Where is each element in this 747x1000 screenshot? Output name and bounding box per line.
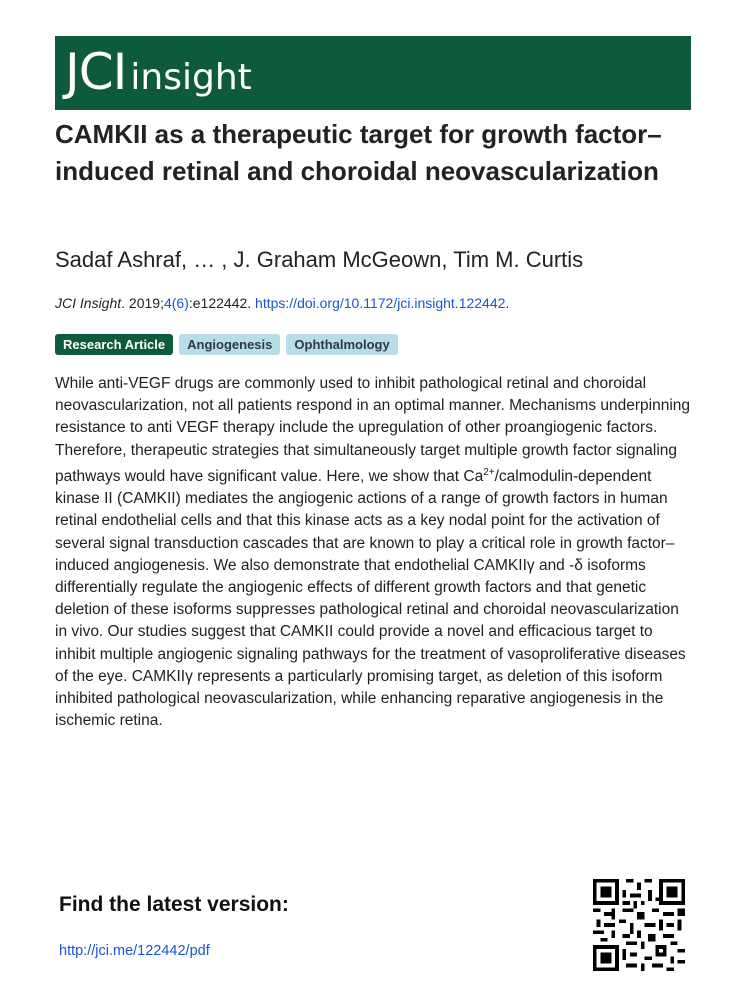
abstract [55, 373, 695, 732]
abstract-part-2: /calmodulin-dependent kinase II (CAMKII) mediates the angiogenic actions of a range of growth factors in human retinal endothelial cells and that this kinase acts as a key nodal point for the activation of several signal transduction cascades that are known to play a critical role in growth factor–induced angiogenesis. We also demonstrate that endothelial CAMKIIγ and -δ isoforms differentially regulate the angiogenic effects of different growth factors and that genetic deletion of these isoforms suppresses pathological retinal and choroidal neovascularization in vivo. Our studies suggest that CAMKII could provide a novel and efficacious target to inhibit multiple angiogenic signaling pathways for the treatment of vasoproliferative diseases of the eye. CAMKIIγ represents a particularly promising target, as deletion of this isoform inhibited pathological neovascularization, while enhancing reparative angiogenesis in the ischemic retina. [55, 467, 686, 730]
citation-end: . [505, 295, 510, 311]
abstract-part-1: While anti-VEGF drugs are commonly used to inhibit pathological retinal and choroidal neovascularization, not all patients respond in an optimal manner. Mechanisms underpinning resistance to anti VEGF therapy include the upregulation of other proangiogenic factors. Therefore, therapeutic strategies that simultaneously target multiple growth factor signaling pathways would have significant value. Here, we show that Ca [55, 375, 691, 485]
citation-article-number: :e122442. [188, 295, 256, 311]
article-title: CAMKII as a therapeutic target for growth factor–induced retinal and choroidal neovascularization [55, 119, 662, 186]
find-latest-version-heading: Find the latest version: [59, 893, 289, 916]
citation-journal: JCI Insight [55, 295, 122, 311]
tag-list [55, 334, 398, 355]
qr-code-icon [593, 879, 685, 971]
tag-angiogenesis[interactable]: Angiogenesis [179, 334, 280, 355]
citation-issue-link[interactable]: 4(6) [163, 295, 189, 311]
article-authors: Sadaf Ashraf, … , J. Graham McGeown, Tim M. Curtis [55, 247, 584, 272]
tag-ophthalmology[interactable]: Ophthalmology [286, 334, 397, 355]
journal-banner [55, 36, 691, 110]
citation [55, 293, 509, 313]
citation-year: . 2019; [121, 295, 164, 311]
pdf-link[interactable]: http://jci.me/122442/pdf [59, 943, 210, 959]
logo-sub: insight [130, 57, 252, 98]
logo-main: JCI [65, 43, 127, 101]
journal-logo[interactable] [65, 42, 252, 108]
doi-link[interactable]: https://doi.org/10.1172/jci.insight.122442 [255, 295, 506, 311]
tag-research-article[interactable]: Research Article [55, 334, 173, 355]
abstract-superscript: 2+ [483, 466, 495, 478]
